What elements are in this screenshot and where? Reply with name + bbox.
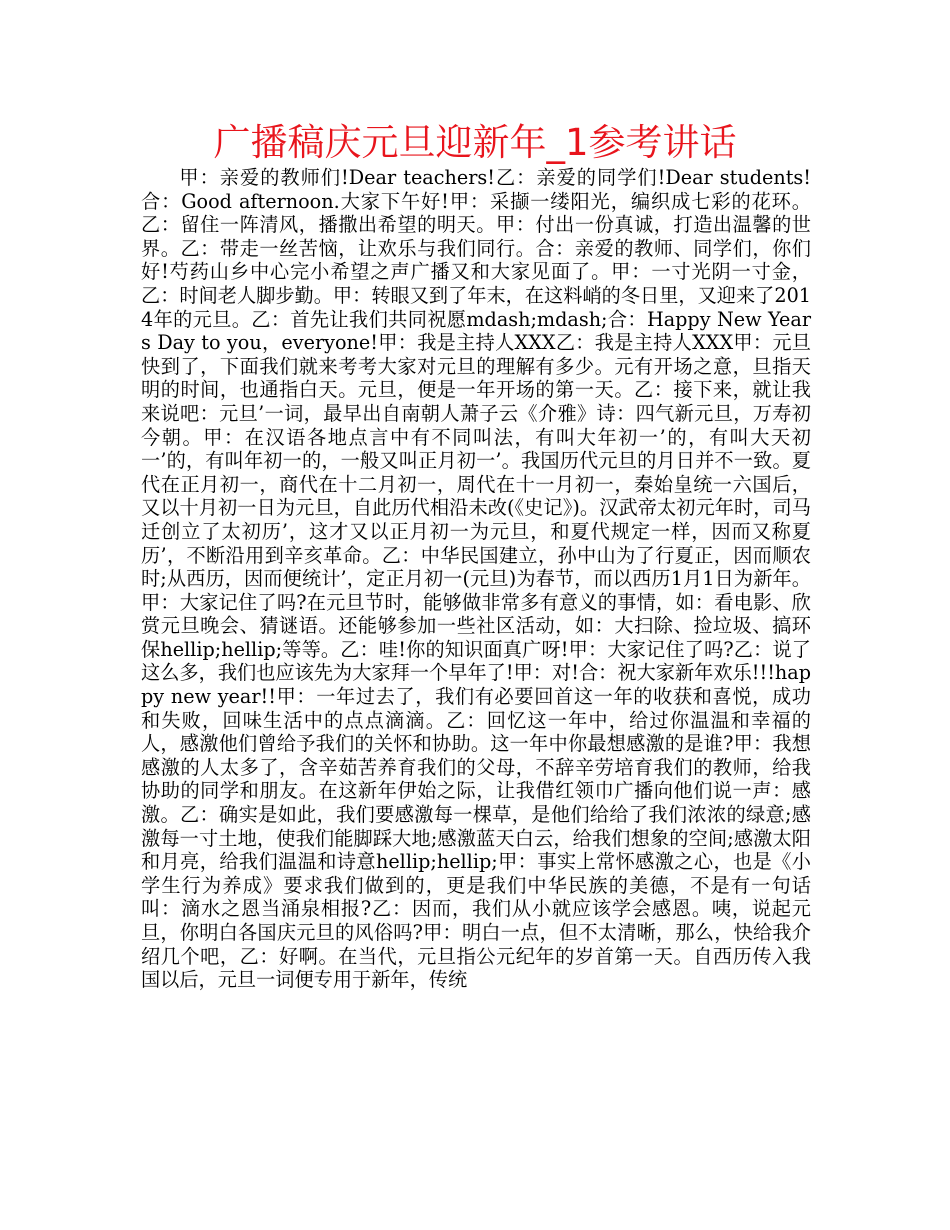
document-title: 广播稿庆元旦迎新年_1参考讲话 bbox=[213, 121, 737, 164]
document-body: 甲：亲爱的教师们!Dear teachers!乙：亲爱的同学们!Dear students!合：Good afternoon.大家下午好!甲：采撷一缕阳光，编织成七彩的花环。乙：留住一阵清风，播撒出希望的明天。甲：付出一份真诚，打造出温馨的世界。乙：带走一丝苦恼，让欢乐与我们同行。合：亲爱的教师、同学们，你们好!芍药山乡中心完小希望之声广播又和大家见面了。甲：一寸光阴一寸金，乙：时间老人脚步勤。甲：转眼又到了年末，在这料峭的冬日里，又迎来了2014年的元旦。乙：首先让我们共同祝愿mdash;mdash;合：Happy New Years Day to you，everyone!甲：我是主持人XXX乙：我是主持人XXX甲：元旦快到了，下面我们就来考考大家对元旦的理解有多少。元有开场之意，旦指天明的时间，也通指白天。元旦，便是一年开场的第一天。乙：接下来，就让我来说吧：元旦’一词，最早出自南朝人萧子云《介雅》诗：四气新元旦，万寿初今朝。甲：在汉语各地点言中有不同叫法，有叫大年初一’的，有叫大天初一’的，有叫年初一的，一般又叫正月初一’。我国历代元旦的月日并不一致。夏代在正月初一，商代在十二月初一，周代在十一月初一，秦始皇统一六国后，又以十月初一日为元旦，自此历代相沿未改(《史记》)。汉武帝太初元年时，司马迁创立了太初历’，这才又以正月初一为元旦，和夏代规定一样，因而又称夏历’，不断沿用到辛亥革命。乙：中华民国建立，孙中山为了行夏正，因而顺农时;从西历，因而便统计’，定正月初一(元旦)为春节，而以西历1月1日为新年。甲：大家记住了吗?在元旦节时，能够做非常多有意义的事情，如：看电影、欣赏元旦晚会、猜谜语。还能够参加一些社区活动，如：大扫除、捡垃圾、搞环保hellip;hellip;等等。乙：哇!你的知识面真广呀!甲：大家记住了吗?乙：说了这么多，我们也应该先为大家拜一个早年了!甲：对!合：祝大家新年欢乐!!!happy new year!!甲：一年过去了，我们有必要回首这一年的收获和喜悦，成功和失败，回味生活中的点点滴滴。乙：回忆这一年中，给过你温温和幸福的人，感激他们曾给予我们的关怀和协助。这一年中你最想感激的是谁?甲：我想感激的人太多了，含辛茹苦养育我们的父母，不辞辛劳培育我们的教师，给我协助的同学和朋友。在这新年伊始之际，让我借红领巾广播向他们说一声：感激。乙：确实是如此，我们要感激每一棵草，是他们给给了我们浓浓的绿意;感激每一寸土地，使我们能脚踩大地;感激蓝天白云，给我们想象的空间;感激太阳和月亮，给我们温温和诗意hellip;hellip;甲：事实上常怀感激之心，也是《小学生行为养成》要求我们做到的，更是我们中华民族的美德，不是有一句话叫：滴水之恩当涌泉相报?乙：因而，我们从小就应该学会感恩。咦，说起元旦，你明白各国庆元旦的风俗吗?甲：明白一点，但不太清晰，那么，快给我介绍几个吧，乙：好啊。在当代，元旦指公元纪年的岁首第一天。自西历传入我国以后，元旦一词便专用于新年，传统 bbox=[141, 166, 811, 992]
